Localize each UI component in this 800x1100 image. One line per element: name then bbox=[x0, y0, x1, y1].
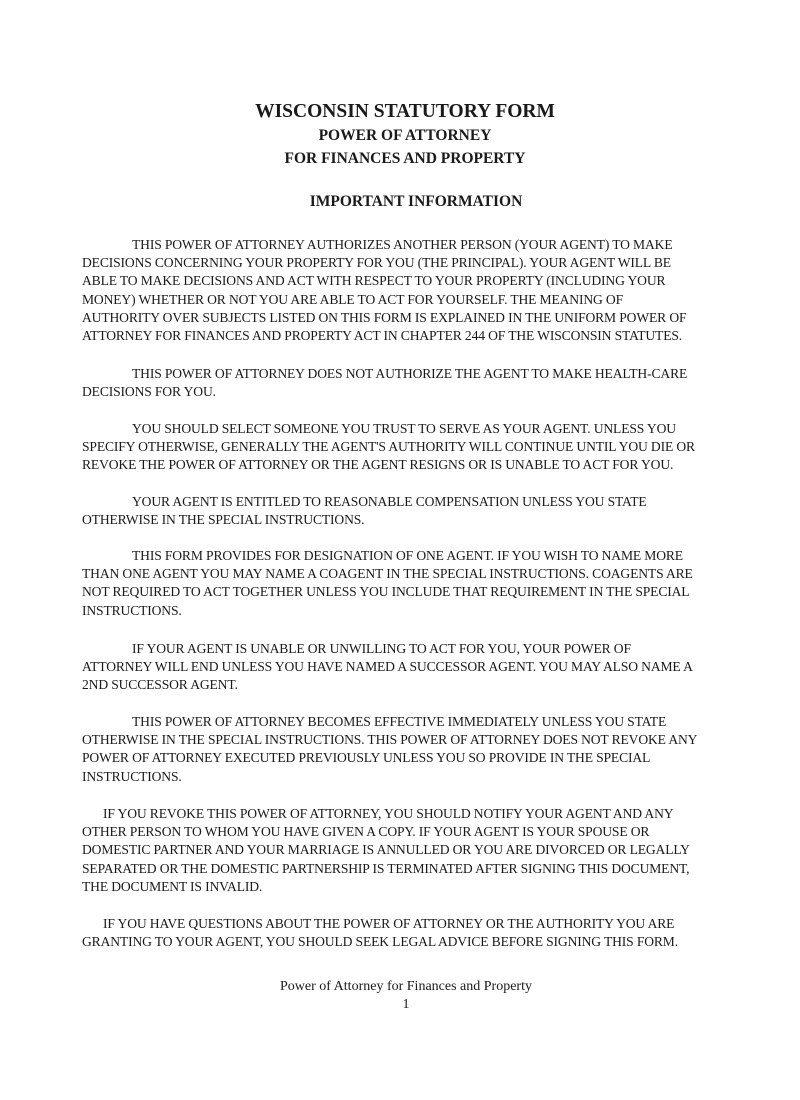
paragraph-compensation bbox=[82, 493, 742, 529]
paragraph-line: NOT REQUIRED TO ACT TOGETHER UNLESS YOU INCLUDE THAT REQUIREMENT IN THE SPECIAL bbox=[82, 584, 690, 600]
document-subtitle-2: FOR FINANCES AND PROPERTY bbox=[284, 150, 526, 167]
paragraph-line: IF YOU REVOKE THIS POWER OF ATTORNEY, YOU SHOULD NOTIFY YOUR AGENT AND ANY bbox=[103, 806, 674, 821]
paragraph-line: YOU SHOULD SELECT SOMEONE YOU TRUST TO SERVE AS YOUR AGENT. UNLESS YOU bbox=[132, 421, 676, 436]
paragraph-line: THIS POWER OF ATTORNEY BECOMES EFFECTIVE IMMEDIATELY UNLESS YOU STATE bbox=[132, 714, 667, 729]
paragraph-line: OTHER PERSON TO WHOM YOU HAVE GIVEN A COPY. IF YOUR AGENT IS YOUR SPOUSE OR bbox=[82, 824, 650, 840]
paragraph-line: DECISIONS FOR YOU. bbox=[82, 384, 216, 400]
paragraph-line: THIS POWER OF ATTORNEY DOES NOT AUTHORIZE THE AGENT TO MAKE HEALTH-CARE bbox=[132, 366, 688, 381]
paragraph-coagents bbox=[82, 547, 742, 620]
paragraph-line: SPECIFY OTHERWISE, GENERALLY THE AGENT'S AUTHORITY WILL CONTINUE UNTIL YOU DIE OR bbox=[82, 439, 695, 455]
paragraph-line: INSTRUCTIONS. bbox=[82, 768, 182, 784]
paragraph-revocation bbox=[82, 805, 742, 896]
paragraph-line: YOUR AGENT IS ENTITLED TO REASONABLE COMPENSATION UNLESS YOU STATE bbox=[132, 494, 647, 509]
paragraph-line: DOMESTIC PARTNER AND YOUR MARRIAGE IS ANNULLED OR YOU ARE DIVORCED OR LEGALLY bbox=[82, 842, 690, 858]
paragraph-line: DECISIONS CONCERNING YOUR PROPERTY FOR YOU (THE PRINCIPAL). YOUR AGENT WILL BE bbox=[82, 255, 671, 271]
paragraph-line: IF YOUR AGENT IS UNABLE OR UNWILLING TO ACT FOR YOU, YOUR POWER OF bbox=[132, 641, 631, 656]
paragraph-line: OTHERWISE IN THE SPECIAL INSTRUCTIONS. THIS POWER OF ATTORNEY DOES NOT REVOKE ANY bbox=[82, 732, 698, 748]
document-subtitle: POWER OF ATTORNEY bbox=[318, 127, 492, 144]
paragraph-line: REVOKE THE POWER OF ATTORNEY OR THE AGENT RESIGNS OR IS UNABLE TO ACT FOR YOU. bbox=[82, 457, 674, 473]
paragraph-line: ATTORNEY WILL END UNLESS YOU HAVE NAMED A SUCCESSOR AGENT. YOU MAY ALSO NAME A bbox=[82, 659, 693, 675]
paragraph-line: THAN ONE AGENT YOU MAY NAME A COAGENT IN THE SPECIAL INSTRUCTIONS. COAGENTS ARE bbox=[82, 566, 693, 582]
paragraph-line: 2ND SUCCESSOR AGENT. bbox=[82, 677, 238, 693]
page-number: 1 bbox=[402, 997, 410, 1012]
paragraph-line: GRANTING TO YOUR AGENT, YOU SHOULD SEEK LEGAL ADVICE BEFORE SIGNING THIS FORM. bbox=[82, 934, 678, 950]
section-heading: IMPORTANT INFORMATION bbox=[309, 193, 523, 210]
paragraph-line: THIS POWER OF ATTORNEY AUTHORIZES ANOTHER PERSON (YOUR AGENT) TO MAKE bbox=[132, 237, 673, 252]
paragraph-successor-agent bbox=[82, 640, 742, 695]
paragraph-legal-advice bbox=[82, 915, 742, 951]
paragraph-authorization bbox=[82, 236, 742, 345]
paragraph-line: THE DOCUMENT IS INVALID. bbox=[82, 878, 263, 894]
footer-title: Power of Attorney for Finances and Property bbox=[280, 979, 532, 994]
paragraph-line: AUTHORITY OVER SUBJECTS LISTED ON THIS FORM IS EXPLAINED IN THE UNIFORM POWER OF bbox=[82, 309, 687, 325]
paragraph-line: SEPARATED OR THE DOMESTIC PARTNERSHIP IS TERMINATED AFTER SIGNING THIS DOCUMENT, bbox=[82, 860, 690, 876]
paragraph-line: ATTORNEY FOR FINANCES AND PROPERTY ACT IN CHAPTER 244 OF THE WISCONSIN STATUTES. bbox=[82, 328, 683, 344]
paragraph-line: IF YOU HAVE QUESTIONS ABOUT THE POWER OF ATTORNEY OR THE AUTHORITY YOU ARE bbox=[103, 916, 675, 931]
paragraph-line: POWER OF ATTORNEY EXECUTED PREVIOUSLY UNLESS YOU SO PROVIDE IN THE SPECIAL bbox=[82, 750, 651, 766]
paragraph-line: OTHERWISE IN THE SPECIAL INSTRUCTIONS. bbox=[82, 512, 365, 528]
paragraph-select-agent bbox=[82, 420, 742, 475]
paragraph-line: MONEY) WHETHER OR NOT YOU ARE ABLE TO ACT FOR YOURSELF. THE MEANING OF bbox=[82, 291, 624, 307]
paragraph-effective bbox=[82, 713, 742, 786]
paragraph-health-care bbox=[82, 365, 742, 401]
document-title: WISCONSIN STATUTORY FORM bbox=[255, 101, 555, 122]
paragraph-line: THIS FORM PROVIDES FOR DESIGNATION OF ONE AGENT. IF YOU WISH TO NAME MORE bbox=[132, 548, 683, 563]
paragraph-line: ABLE TO MAKE DECISIONS AND ACT WITH RESPECT TO YOUR PROPERTY (INCLUDING YOUR bbox=[82, 273, 666, 289]
paragraph-line: INSTRUCTIONS. bbox=[82, 602, 182, 618]
